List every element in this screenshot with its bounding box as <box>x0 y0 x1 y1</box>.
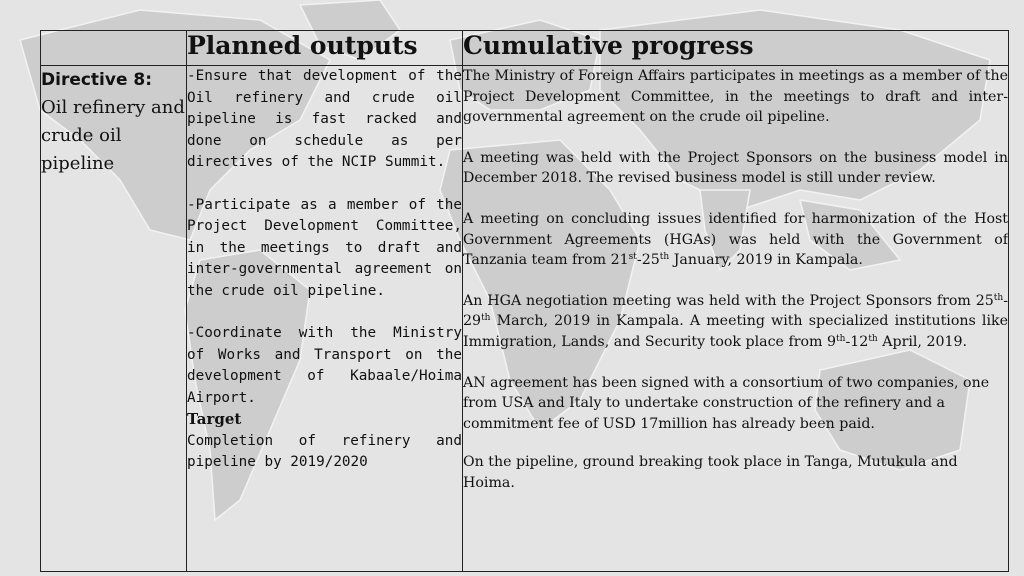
progress-paragraph-5: AN agreement has been signed with a consortium of two companies, one from USA and Italy to undertake construction of the refinery and a commitment fee of USD 17million has already been paid. <box>463 374 990 432</box>
directive-row <box>41 66 1009 572</box>
directive-cell <box>41 66 187 572</box>
planned-item-3: -Coordinate with the Ministry of Works and Transport on the development of Kabaale/Hoima Airport. <box>187 325 462 406</box>
header-planned-outputs: Planned outputs <box>187 31 463 66</box>
header-row <box>41 31 1009 66</box>
progress-paragraph-6: On the pipeline, ground breaking took place in Tanga, Mutukula and Hoima. <box>463 454 958 491</box>
cumulative-progress-cell <box>463 66 1009 572</box>
directive-number: Directive 8: <box>41 70 153 90</box>
planned-item-2: -Participate as a member of the Project Development Committee, in the meetings to draft and inter-governmental agreement on the crude oil pipeline. <box>187 196 462 299</box>
planned-outputs-cell <box>187 66 463 572</box>
target-label: Target <box>187 410 242 428</box>
directive-name: Oil refinery and crude oil pipeline <box>41 97 185 174</box>
header-directive-cell <box>41 31 187 66</box>
header-cumulative-progress: Cumulative progress <box>463 31 1009 66</box>
progress-paragraph-4: An HGA negotiation meeting was held with the Project Sponsors from 25th-29th March, 2019 in Kampala. A meeting with specialized institutions like Immigration, Lands, and Security took place from 9th-12th April, 2019. <box>463 292 1008 350</box>
directive-progress-table <box>40 30 1009 572</box>
planned-item-1: -Ensure that development of the Oil refinery and crude oil pipeline is fast racked and done on schedule as per directives of the NCIP Summit. <box>187 68 462 170</box>
progress-paragraph-1: The Ministry of Foreign Affairs participates in meetings as a member of the Project Development Committee, in the meetings to draft and inter-governmental agreement on the crude oil pipeline. <box>463 68 1008 126</box>
progress-paragraph-2: A meeting was held with the Project Sponsors on the business model in December 2018. The revised business model is still under review. <box>463 149 1008 187</box>
target-text: Completion of refinery and pipeline by 2019/2020 <box>187 432 462 470</box>
progress-paragraph-3: A meeting on concluding issues identified for harmonization of the Host Government Agreements (HGAs) was held with the Government of Tanzania team from 21st-25th January, 2019 in Kampala. <box>463 210 1008 269</box>
